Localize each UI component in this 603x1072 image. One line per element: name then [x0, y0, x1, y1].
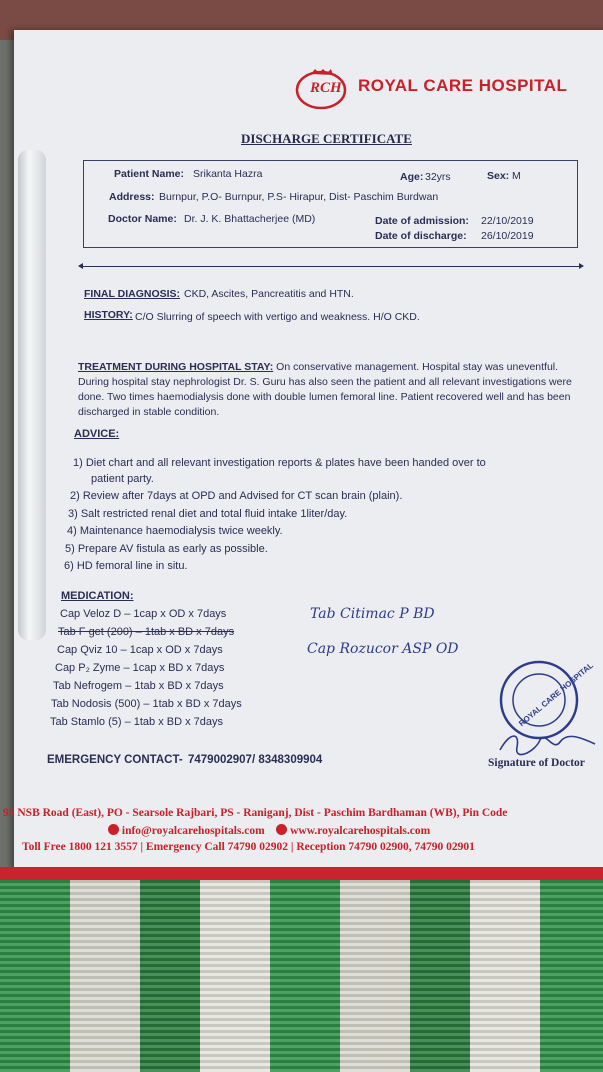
footer-website[interactable]: www.royalcarehospitals.com	[290, 825, 431, 837]
logo-text: RCH	[310, 80, 342, 96]
handwritten-medication: Tab Citimac P BD	[310, 606, 435, 622]
discharge-date: 26/10/2019	[481, 230, 534, 242]
footer-address: 95 NSB Road (East), PO - Searsole Rajbari, PS - Raniganj, Dist - Paschim Bardhaman (WB), Pin Code	[3, 807, 508, 819]
footer-contacts: Toll Free 1800 121 3557 | Emergency Call 74790 02902 | Reception 74790 02900, 74790 02901	[22, 841, 475, 853]
advice-item: patient party.	[91, 473, 154, 485]
history-text: C/O Slurring of speech with vertigo and weakness. H/O CKD.	[135, 311, 420, 323]
email-icon	[108, 824, 119, 835]
age-label: Age:	[400, 171, 424, 183]
sex-value: M	[512, 170, 521, 182]
age-value: 32yrs	[425, 171, 451, 183]
tube-object	[18, 150, 46, 640]
discharge-label: Date of discharge:	[375, 230, 467, 242]
emergency-numbers: 7479002907/ 8348309904	[188, 754, 323, 766]
background-fabric	[0, 880, 603, 1072]
diagnosis-text: CKD, Ascites, Pancreatitis and HTN.	[184, 288, 354, 300]
document-title: DISCHARGE CERTIFICATE	[241, 131, 412, 146]
signature-label: Signature of Doctor	[488, 757, 585, 769]
doctor-label: Doctor Name:	[108, 213, 177, 225]
medication-item: Tab Stamlo (5) – 1tab x BD x 7days	[50, 716, 224, 728]
patient-name-label: Patient Name:	[114, 168, 185, 180]
advice-item: 6) HD femoral line in situ.	[64, 560, 188, 572]
handwritten-medication: Cap Rozucor ASP OD	[307, 641, 459, 657]
medication-item: Tab Nodosis (500) – 1tab x BD x 7days	[51, 698, 242, 710]
medication-item-struck: Tab F get (200) – 1tab x BD x 7days	[58, 626, 235, 638]
treatment-text: On conservative management. Hospital stay was uneventful. During hospital stay nephrologist Dr. S. Guru has also seen the patient and all relevant investigations were done. Two times haemodialysis done with double lumen femoral line. Patient recovered well and has been discharged in stable condition.	[78, 361, 572, 418]
emergency-label: EMERGENCY CONTACT-	[47, 754, 183, 766]
advice-item: 4) Maintenance haemodialysis twice weekly.	[67, 525, 283, 537]
advice-item: 2) Review after 7days at OPD and Advised for CT scan brain (plain).	[70, 490, 403, 502]
doctor-name: Dr. J. K. Bhattacherjee (MD)	[184, 213, 316, 225]
admission-date: 22/10/2019	[481, 215, 534, 227]
medication-item: Cap Veloz D – 1cap x OD x 7days	[60, 608, 227, 620]
medication-item: Cap Qviz 10 – 1cap x OD x 7days	[57, 644, 223, 656]
treatment-section	[78, 360, 578, 420]
address-label: Address:	[109, 191, 155, 203]
patient-name: Srikanta Hazra	[193, 168, 263, 180]
stamp-text: ROYAL CARE HOSPITAL	[517, 660, 595, 729]
address-value: Burnpur, P.O- Burnpur, P.S- Hirapur, Dist- Paschim Burdwan	[159, 191, 439, 203]
medication-item: Cap P₂ Zyme – 1cap x BD x 7days	[55, 662, 225, 674]
doctor-signature	[495, 722, 600, 762]
footer-web-row	[108, 824, 603, 837]
advice-label: ADVICE:	[74, 428, 120, 440]
diagnosis-label: FINAL DIAGNOSIS:	[84, 288, 181, 300]
sex-label: Sex:	[487, 170, 510, 182]
advice-item: 5) Prepare AV fistula as early as possible.	[65, 543, 268, 555]
divider-arrow-line	[82, 266, 580, 267]
medication-item: Tab Nefrogem – 1tab x BD x 7days	[53, 680, 224, 692]
admission-label: Date of admission:	[375, 215, 469, 227]
footer-email[interactable]: info@royalcarehospitals.com	[121, 825, 265, 837]
hospital-name: ROYAL CARE HOSPITAL	[358, 76, 568, 95]
treatment-label: TREATMENT DURING HOSPITAL STAY:	[78, 361, 274, 373]
advice-item: 3) Salt restricted renal diet and total fluid intake 1liter/day.	[68, 508, 348, 520]
globe-icon	[276, 824, 287, 835]
advice-item: 1) Diet chart and all relevant investigation reports & plates have been handed over to	[73, 457, 486, 469]
history-label: HISTORY:	[84, 309, 133, 321]
medication-label: MEDICATION:	[61, 590, 134, 602]
